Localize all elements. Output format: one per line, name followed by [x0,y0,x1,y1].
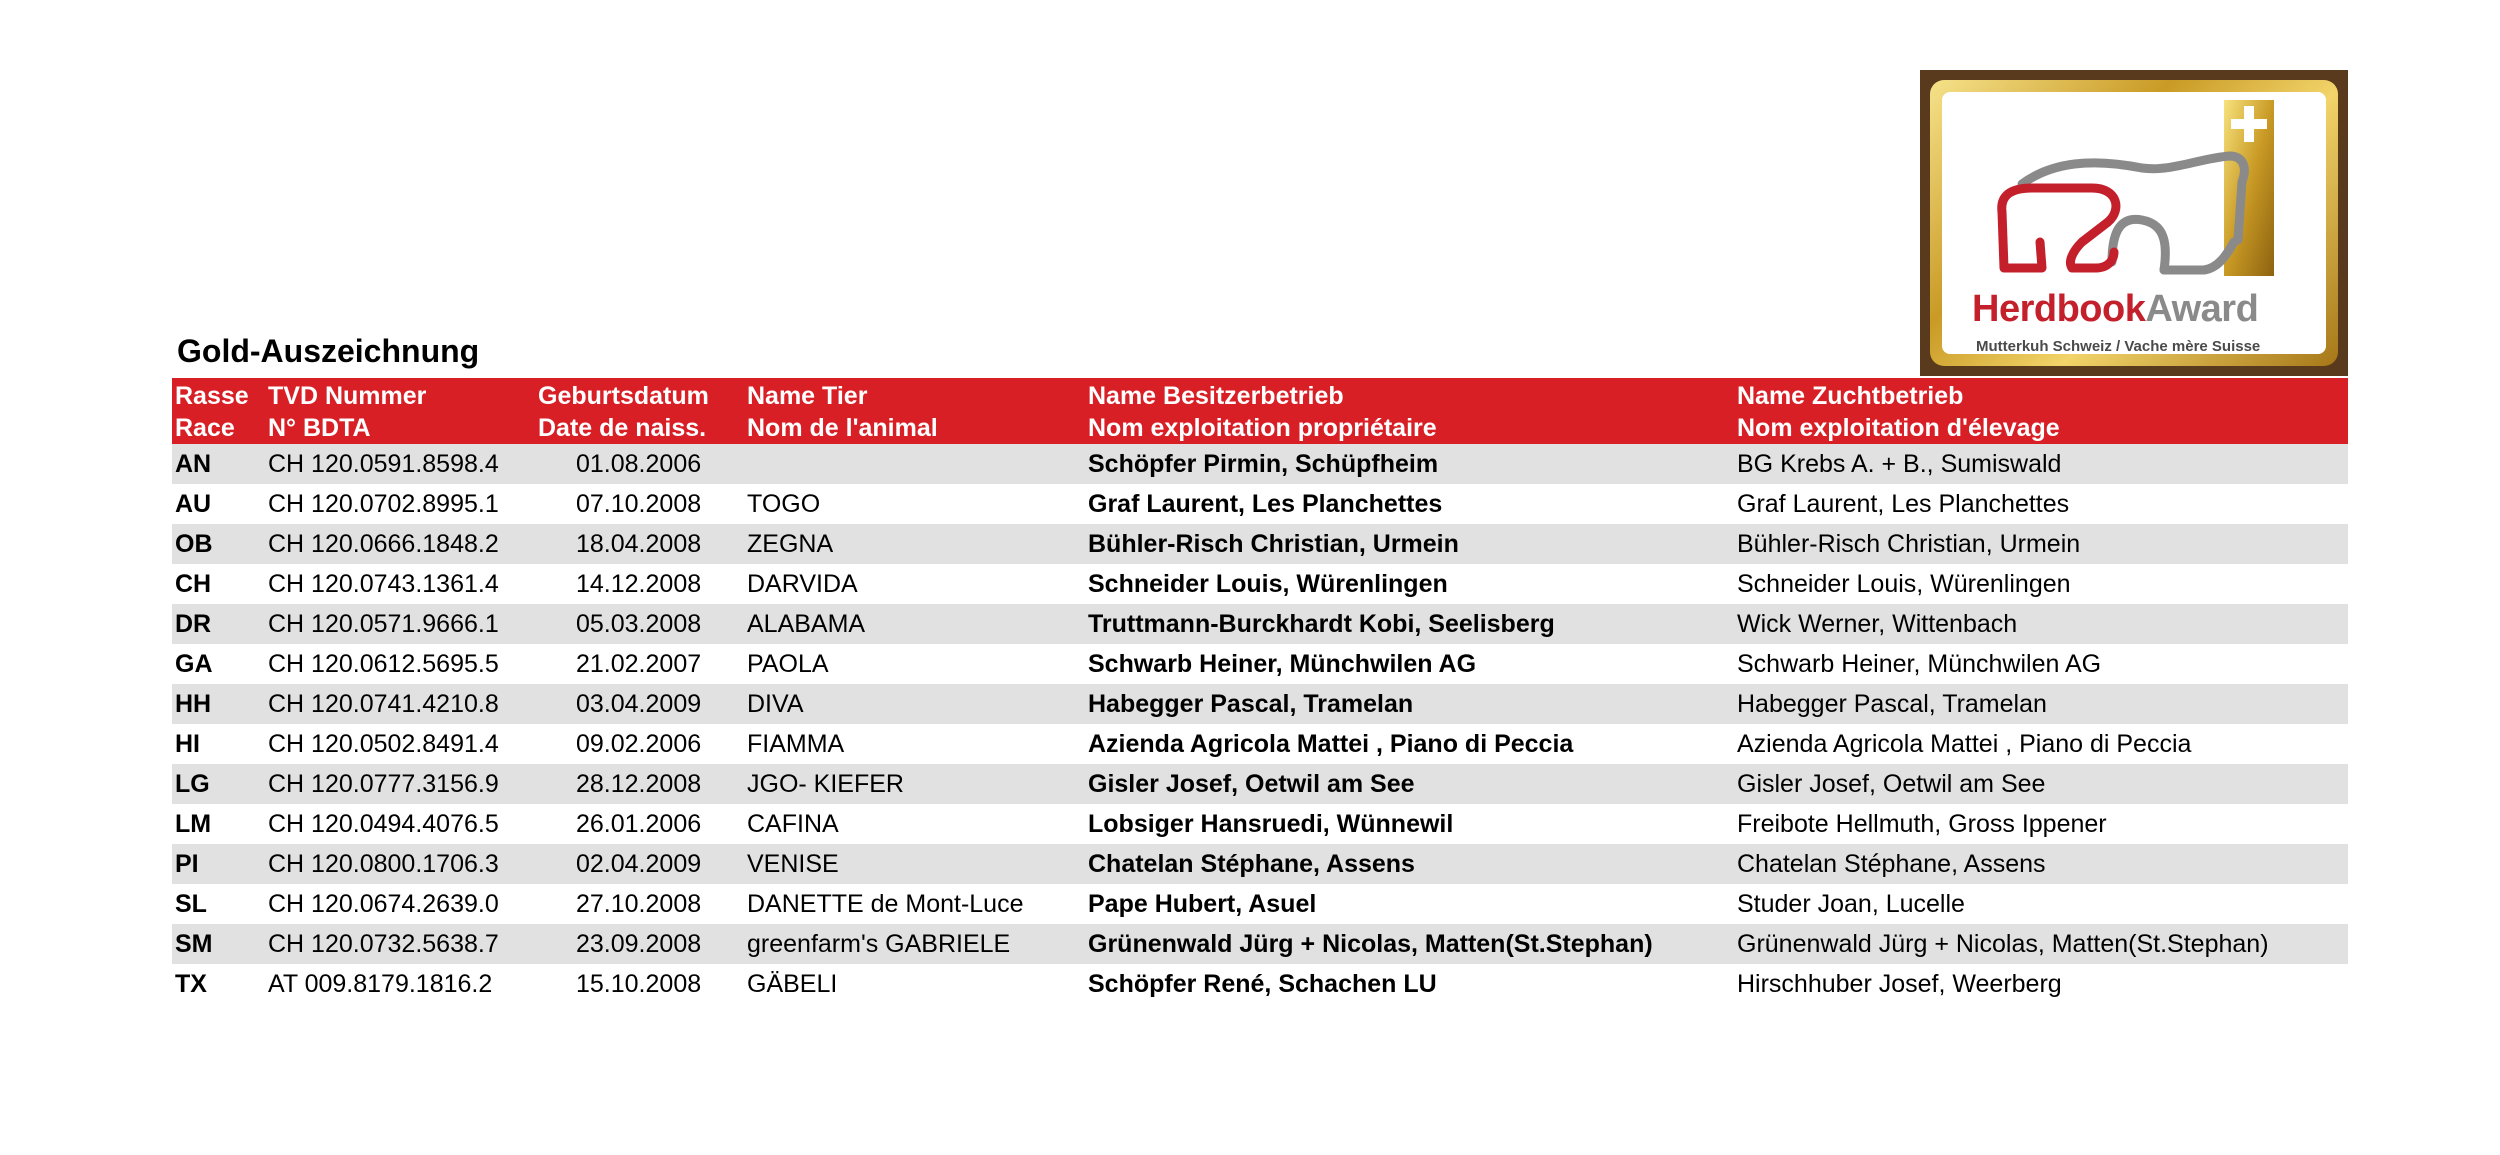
cell-race: HI [175,730,200,758]
cell-tvd: CH 120.0674.2639.0 [268,890,499,918]
cell-tvd: CH 120.0494.4076.5 [268,810,499,838]
cell-race: GA [175,650,213,678]
header-breeder-de: Name Zuchtbetrieb [1737,382,1964,410]
cell-race: OB [175,530,213,558]
cow-gray-belly [2164,242,2234,270]
logo-word-herdbook: Herdbook [1972,288,2146,330]
header-tvd-fr: N° BDTA [268,414,371,442]
cell-breeder: Graf Laurent, Les Planchettes [1737,490,2070,518]
cell-birthdate: 15.10.2008 [576,970,702,998]
cell-animal-name: DIVA [747,690,804,718]
cell-owner: Chatelan Stéphane, Assens [1088,850,1415,878]
table-row [172,444,2348,484]
cell-race: SM [175,930,213,958]
herdbook-award-logo [1920,70,2348,376]
cell-breeder: Freibote Hellmuth, Gross Ippener [1737,810,2107,838]
cell-birthdate: 14.12.2008 [576,570,702,598]
cell-breeder: Schneider Louis, Würenlingen [1737,570,2071,598]
cell-animal-name: GÄBELI [747,970,838,998]
table-row [172,484,2348,524]
cell-birthdate: 02.04.2009 [576,850,702,878]
cell-birthdate: 21.02.2007 [576,650,702,678]
cell-race: PI [175,850,199,878]
cell-birthdate: 01.08.2006 [576,450,702,478]
cell-breeder: Habegger Pascal, Tramelan [1737,690,2047,718]
cell-owner: Bühler-Risch Christian, Urmein [1088,530,1459,558]
award-table [172,378,2348,1004]
cell-owner: Azienda Agricola Mattei , Piano di Peccia [1088,730,1574,758]
table-row [172,644,2348,684]
cell-tvd: CH 120.0591.8598.4 [268,450,499,478]
cell-owner: Schöpfer René, Schachen LU [1088,970,1437,998]
cell-animal-name: DANETTE de Mont-Luce [747,890,1024,918]
table-row [172,844,2348,884]
table-row [172,684,2348,724]
cell-tvd: CH 120.0777.3156.9 [268,770,499,798]
logo-wordmark [1972,288,2258,331]
header-animal-name-fr: Nom de l'animal [747,414,938,442]
cell-breeder: Chatelan Stéphane, Assens [1737,850,2046,878]
cell-tvd: CH 120.0612.5695.5 [268,650,499,678]
cell-race: AN [175,450,212,478]
logo-panel [1942,92,2326,354]
cell-animal-name: FIAMMA [747,730,845,758]
cell-race: LM [175,810,212,838]
cell-animal-name: greenfarm's GABRIELE [747,930,1011,958]
cell-tvd: CH 120.0571.9666.1 [268,610,499,638]
cell-breeder: Azienda Agricola Mattei , Piano di Peccia [1737,730,2192,758]
logo-subtitle: Mutterkuh Schweiz / Vache mère Suisse [1976,338,2261,354]
header-breeder-fr: Nom exploitation d'élevage [1737,414,2060,442]
cell-owner: Lobsiger Hansruedi, Wünnewil [1088,810,1454,838]
cell-race: LG [175,770,210,798]
logo-word-award: Award [2145,288,2259,330]
cell-breeder: Hirschhuber Josef, Weerberg [1737,970,2062,998]
cell-animal-name: CAFINA [747,810,839,838]
cell-birthdate: 03.04.2009 [576,690,702,718]
logo-gold-border [1930,80,2338,366]
table-row [172,764,2348,804]
cell-animal-name: PAOLA [747,650,829,678]
table-row [172,564,2348,604]
cell-birthdate: 23.09.2008 [576,930,702,958]
cell-race: TX [175,970,207,998]
cell-tvd: CH 120.0741.4210.8 [268,690,499,718]
header-animal-name [747,380,938,444]
cell-breeder: Grünenwald Jürg + Nicolas, Matten(St.Stephan) [1737,930,2269,958]
cell-race: SL [175,890,207,918]
section-title: Gold-Auszeichnung [177,333,480,369]
cell-breeder: Wick Werner, Wittenbach [1737,610,2018,638]
header-tvd [268,380,426,444]
cell-animal-name: ALABAMA [747,610,866,638]
cell-race: CH [175,570,212,598]
cell-owner: Gisler Josef, Oetwil am See [1088,770,1415,798]
header-animal-name-de: Name Tier [747,382,868,410]
cell-animal-name: JGO- KIEFER [747,770,904,798]
table-row [172,924,2348,964]
cell-birthdate: 28.12.2008 [576,770,702,798]
table-row [172,724,2348,764]
cell-tvd: CH 120.0502.8491.4 [268,730,499,758]
cell-birthdate: 18.04.2008 [576,530,702,558]
cell-breeder: Studer Joan, Lucelle [1737,890,1965,918]
cell-owner: Grünenwald Jürg + Nicolas, Matten(St.Stephan) [1088,930,1653,958]
cell-tvd: CH 120.0666.1848.2 [268,530,499,558]
cell-birthdate: 07.10.2008 [576,490,702,518]
header-birthdate [538,380,709,444]
header-owner-de: Name Besitzerbetrieb [1088,382,1344,410]
cell-animal-name: TOGO [747,490,821,518]
header-race [175,380,249,444]
cell-tvd: AT 009.8179.1816.2 [268,970,493,998]
header-tvd-de: TVD Nummer [268,382,427,410]
cell-birthdate: 05.03.2008 [576,610,702,638]
cell-tvd: CH 120.0702.8995.1 [268,490,499,518]
header-owner-fr: Nom exploitation propriétaire [1088,414,1437,442]
table-header [172,378,2348,444]
cross-horizontal [2231,119,2267,129]
header-race-de: Rasse [175,382,249,410]
cell-breeder: BG Krebs A. + B., Sumiswald [1737,450,2062,478]
cell-tvd: CH 120.0800.1706.3 [268,850,499,878]
table-row [172,524,2348,564]
cell-tvd: CH 120.0743.1361.4 [268,570,499,598]
cell-tvd: CH 120.0732.5638.7 [268,930,499,958]
cell-birthdate: 27.10.2008 [576,890,702,918]
cow-gray-outline [2022,156,2244,240]
cell-race: AU [175,490,212,518]
cow-red-outline [2002,188,2116,268]
table-row [172,804,2348,844]
cell-race: DR [175,610,212,638]
cell-breeder: Gisler Josef, Oetwil am See [1737,770,2046,798]
cell-owner: Schwarb Heiner, Münchwilen AG [1088,650,1477,678]
cell-race: HH [175,690,212,718]
cell-animal-name: DARVIDA [747,570,858,598]
cell-breeder: Bühler-Risch Christian, Urmein [1737,530,2081,558]
cell-owner: Schneider Louis, Würenlingen [1088,570,1448,598]
table-row [172,964,2348,1004]
cow-red-leg [2002,212,2042,268]
header-birthdate-de: Geburtsdatum [538,382,709,410]
cell-animal-name: ZEGNA [747,530,834,558]
header-birthdate-fr: Date de naiss. [538,414,707,442]
cow-gray-leg [2112,219,2165,270]
cell-birthdate: 26.01.2006 [576,810,702,838]
cell-birthdate: 09.02.2006 [576,730,702,758]
cell-breeder: Schwarb Heiner, Münchwilen AG [1737,650,2102,678]
header-breeder [1737,380,2060,444]
cell-owner: Schöpfer Pirmin, Schüpfheim [1088,450,1439,478]
cell-owner: Habegger Pascal, Tramelan [1088,690,1414,718]
table-row [172,604,2348,644]
cell-owner: Truttmann-Burckhardt Kobi, Seelisberg [1088,610,1555,638]
cell-animal-name: VENISE [747,850,839,878]
header-owner [1088,380,1437,444]
cell-owner: Graf Laurent, Les Planchettes [1088,490,1443,518]
cell-owner: Pape Hubert, Asuel [1088,890,1317,918]
header-race-fr: Race [175,414,235,442]
table-row [172,884,2348,924]
